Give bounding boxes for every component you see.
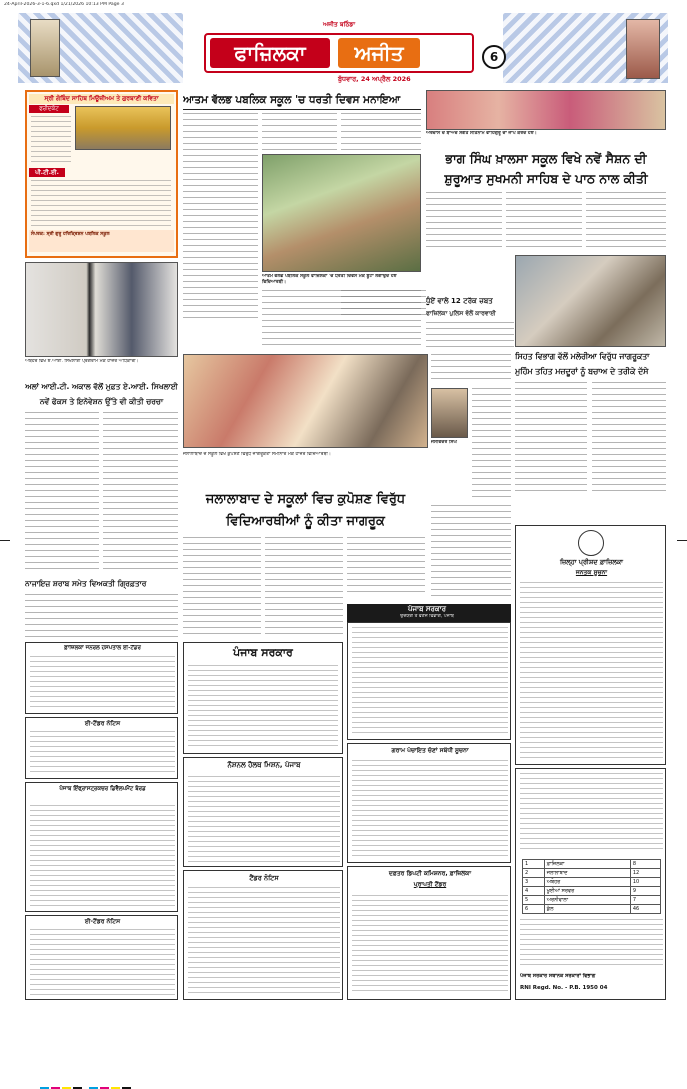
story4-text-top <box>341 290 426 320</box>
story3-headline-1: ਅਲਾਂ ਆਈ.ਟੀ. ਅਕਾਲ ਵੱਲੋਂ ਮੁਫ਼ਤ ਏ.ਆਈ. ਸਿਖਲਾਈ <box>25 382 178 391</box>
tender-ad-5-title: ਨੈਸ਼ਨਲ ਹੈਲਥ ਮਿਸ਼ਨ, ਪੰਜਾਬ <box>227 761 301 769</box>
story5-text-col1 <box>515 382 587 492</box>
color-registration-bar <box>40 1078 340 1086</box>
portrait-caption: ਜਸਵਿੰਦਰ ਸਿੰਘ <box>431 440 457 445</box>
table-cell-val: 9 <box>630 887 660 896</box>
right-notice-body <box>520 582 663 760</box>
tender-ad-8-title: ਦਫ਼ਤਰ ਡਿਪਟੀ ਕਮਿਸ਼ਨਰ, ਫ਼ਾਜ਼ਿਲਕਾ <box>388 870 472 877</box>
story2-headline-2: ਸ਼ੁਰੂਆਤ ਸੁਖਮਨੀ ਸਾਹਿਬ ਦੇ ਪਾਠ ਨਾਲ ਕੀਤੀ <box>444 171 648 186</box>
story6-headline-2: ਵਿਦਿਆਰਥੀਆਂ ਨੂੰ ਕੀਤਾ ਜਾਗਰੂਕ <box>226 514 385 529</box>
table-cell-name: ਅਬੋਹਰ <box>544 878 630 887</box>
tender-ad-6-title: ਟੈਂਡਰ ਨੋਟਿਸ <box>249 874 279 882</box>
results-table <box>522 859 661 914</box>
story1-text-col2 <box>262 113 337 151</box>
punjab-sarkar-ad-2-sub: ਉਦਯੋਗ ਤੇ ਵਣਜ ਵਿਭਾਗ, ਪੰਜਾਬ <box>400 614 454 619</box>
story3-photo <box>25 262 178 357</box>
story1-caption: ਆਤਮ ਵੱਲਭ ਪਬਲਿਕ ਸਕੂਲ ਫਾਜ਼ਿਲਕਾ 'ਚ ਧਰਤੀ ਦਿਵਸ ਮੌਕੇ ਬੂਟਾ ਲਗਾਉਂਦੇ ਹੋਏ ਵਿਦਿਆਰਥੀ। <box>262 274 397 285</box>
punjab-sarkar-ad-2-header <box>347 604 511 622</box>
tender-ad-4-title: ਈ-ਟੈਂਡਰ ਨੋਟਿਸ <box>84 918 121 925</box>
story5-photo <box>515 255 666 347</box>
right-notice-title: ਜ਼ਿਲ੍ਹਾ ਪ੍ਰੀਸ਼ਦ ਫ਼ਾਜ਼ਿਲਕਾ <box>559 558 624 566</box>
story6-text-col3 <box>347 537 425 597</box>
masthead-title-right: ਅਜੀਤ <box>338 38 420 68</box>
story3-text-col1 <box>25 412 99 572</box>
story2-text-col2 <box>506 192 582 252</box>
right-notice <box>515 525 666 765</box>
story4-subhead: ਫਾਜ਼ਿਲਕਾ ਪੁਲਿਸ ਵੱਲੋਂ ਕਾਰਵਾਈ <box>426 310 496 317</box>
story1-text-col1 <box>183 113 258 318</box>
tender-ad-4 <box>25 915 178 1000</box>
heritage-building-image <box>626 19 660 79</box>
tender-ad-7-body <box>352 760 508 860</box>
divider <box>183 109 421 110</box>
tender-ad-6-body <box>188 887 340 997</box>
masthead-title-left: ਫਾਜ਼ਿਲਕਾ <box>210 38 330 68</box>
story6-photo <box>183 354 428 448</box>
footer-notice: ਪੰਜਾਬ ਸਰਕਾਰ ਸਥਾਨਕ ਸਰਕਾਰਾਂ ਵਿਭਾਗ <box>520 973 596 979</box>
story6-text-col2 <box>265 537 343 637</box>
table-row <box>523 905 661 914</box>
ad-sidebar-tag: ਪੀ.ਟੀ.ਈ. <box>29 168 65 177</box>
tender-ad-2-body <box>30 731 175 776</box>
tender-ad-6 <box>183 870 343 1000</box>
story3-subhead: ਨਾਜਾਇਜ਼ ਸ਼ਰਾਬ ਸਮੇਤ ਵਿਅਕਤੀ ਗ੍ਰਿਫ਼ਤਾਰ <box>25 579 147 588</box>
table-row <box>523 878 661 887</box>
story6-headline-1: ਜਲਾਲਾਬਾਦ ਦੇ ਸਕੂਲਾਂ ਵਿਚ ਕੁਪੋਸ਼ਣ ਵਿਰੁੱਧ <box>205 492 406 507</box>
punjab-sarkar-ad-2 <box>347 622 511 740</box>
story3-caption: ਅਬੋਹਰ ਵਿਖੇ ਏ.ਆਈ. ਸਿਖਲਾਈ ਪ੍ਰੋਗਰਾਮ ਮੌਕੇ ਹਾਜ਼ਰ ਅਧਿਕਾਰੀ। <box>25 359 139 364</box>
table-row <box>523 860 661 869</box>
ad-sidebar-subtitle: ਫਰੀਦਕੋਟ <box>29 105 69 113</box>
story2-text-col3 <box>586 192 666 252</box>
ad-sidebar-footer: ਸੰਪਰਕ: ਸ੍ਰੀ ਗੁਰੂ ਹਰਿਕ੍ਰਿਸ਼ਨ ਪਬਲਿਕ ਸਕੂਲ <box>31 232 110 237</box>
tender-ad-4-body <box>30 929 175 997</box>
tender-ad-8 <box>347 866 511 1000</box>
table-cell-name: ਕੁੱਲ <box>544 905 630 914</box>
table-notice-footer-text <box>520 919 663 969</box>
punjab-sarkar-ad-1-body <box>188 665 338 749</box>
ad-sidebar-text <box>31 116 71 166</box>
rni-number: RNI Regd. No. - P.B. 1950 04 <box>520 985 608 991</box>
story6-side-text-2 <box>472 388 511 498</box>
story6-caption: ਜਲਾਲਾਬਾਦ ਦੇ ਸਕੂਲ ਵਿਖੇ ਕੁਪੋਸ਼ਣ ਵਿਰੁੱਧ ਜਾਗਰੂਕਤਾ ਸੈਮੀਨਾਰ ਮੌਕੇ ਹਾਜ਼ਰ ਵਿਦਿਆਰਥੀ। <box>183 452 332 457</box>
table-cell-name: ਅਰਨੀਵਾਲਾ <box>544 896 630 905</box>
table-cell-sr: 6 <box>523 905 545 914</box>
table-cell-sr: 2 <box>523 869 545 878</box>
government-seal-icon <box>578 530 604 556</box>
masthead <box>18 13 668 87</box>
tender-ad-1-body <box>30 656 175 711</box>
portrait-photo <box>431 388 468 438</box>
tender-ad-7 <box>347 743 511 863</box>
tender-ad-3 <box>25 782 178 912</box>
table-cell-sr: 4 <box>523 887 545 896</box>
story2-text-col1 <box>426 192 502 252</box>
story5-text-col2 <box>592 382 666 492</box>
punjab-sarkar-ad-2-title: ਪੰਜਾਬ ਸਰਕਾਰ <box>407 605 446 613</box>
crop-mark <box>677 540 687 541</box>
table-cell-val: 12 <box>630 869 660 878</box>
tender-ad-5 <box>183 757 343 867</box>
story3-text-bottom <box>25 594 178 640</box>
story1-headline: ਆਤਮ ਵੱਲਭ ਪਬਲਿਕ ਸਕੂਲ 'ਚ ਧਰਤੀ ਦਿਵਸ ਮਨਾਇਆ <box>183 94 401 106</box>
story1-text-col3 <box>341 113 421 151</box>
ad-sidebar <box>25 90 178 258</box>
punjab-sarkar-ad-1 <box>183 642 343 754</box>
story4-text <box>426 322 514 352</box>
table-cell-val: 7 <box>630 896 660 905</box>
story5-headline-2: ਮੁਹਿੰਮ ਤਹਿਤ ਮਜ਼ਦੂਰਾਂ ਨੂੰ ਬਚਾਅ ਦੇ ਤਰੀਕੇ ਦੱਸੇ <box>515 367 649 376</box>
tender-ad-7-title: ਗਰਾਮ ਪੰਚਾਇਤ ਚੋਣਾਂ ਸਬੰਧੀ ਸੂਚਨਾ <box>391 747 469 754</box>
story2-headline-1: ਭਾਗ ਸਿੰਘ ਖ਼ਾਲਸਾ ਸਕੂਲ ਵਿਖੇ ਨਵੇਂ ਸੈਸ਼ਨ ਦੀ <box>445 151 647 166</box>
tender-ad-8-body <box>352 895 508 995</box>
table-cell-val: 10 <box>630 878 660 887</box>
masthead-banner <box>204 33 474 73</box>
tender-ad-8-sub: ਪ੍ਰਾਪਤੀ ਟੈਂਡਰ <box>413 881 447 888</box>
table-row <box>523 869 661 878</box>
table-cell-sr: 1 <box>523 860 545 869</box>
table-notice <box>515 768 666 1000</box>
story1-photo <box>262 154 421 272</box>
tender-ad-2 <box>25 717 178 779</box>
tender-ad-1 <box>25 642 178 714</box>
story6-side-text <box>431 354 511 384</box>
table-row <box>523 887 661 896</box>
story2-photo <box>426 90 666 130</box>
ad-sidebar-body <box>31 180 171 226</box>
tender-ad-3-body <box>30 805 175 909</box>
file-slug: 24-April-2026-3-1-6.qxd 1/21/2026 10:13 PM Page 3 <box>4 2 124 7</box>
tender-ad-5-body <box>188 776 340 864</box>
right-notice-subtitle: ਜਨਤਕ ਸੂਚਨਾ <box>575 569 608 576</box>
table-cell-val: 46 <box>630 905 660 914</box>
table-cell-name: ਖੂਈਆਂ ਸਰਵਰ <box>544 887 630 896</box>
crop-mark <box>0 540 10 541</box>
story3-headline-2: ਨਵੇਂ ਫੋਕਸ ਤੇ ਇਨੋਵੇਸ਼ਨ ਉੱਤੇ ਵੀ ਕੀਤੀ ਚਰਚਾ <box>39 397 164 406</box>
table-cell-name: ਜਲਾਲਾਬਾਦ <box>544 869 630 878</box>
story6-text-col1 <box>183 537 261 637</box>
clock-tower-image <box>30 19 60 77</box>
tender-ad-1-title: ਫ਼ਾਜ਼ਿਲਕਾ ਜਨਰਲ ਹਸਪਤਾਲ ਈ-ਟੈਂਡਰ <box>64 645 141 651</box>
masthead-date: ਬੁੱਧਵਾਰ, 24 ਅਪ੍ਰੈਲ 2026 <box>338 75 411 83</box>
story4-headline: ਧੂੰਏਂ ਵਾਲੇ 12 ਟਰੱਕ ਜ਼ਬਤ <box>426 297 493 305</box>
story5-headline-1: ਸਿਹਤ ਵਿਭਾਗ ਵੱਲੋਂ ਮਲੇਰੀਆ ਵਿਰੁੱਧ ਜਾਗਰੂਕਤਾ <box>515 352 650 361</box>
story6-text-col4 <box>431 505 511 600</box>
masthead-edition: ਅਜੀਤ ਬਠਿੰਡਾ <box>323 21 356 28</box>
table-notice-body <box>520 773 663 853</box>
ad-sidebar-footer-box <box>29 230 174 252</box>
golden-temple-image <box>75 106 171 150</box>
table-row <box>523 896 661 905</box>
table-cell-sr: 5 <box>523 896 545 905</box>
table-cell-sr: 3 <box>523 878 545 887</box>
table-cell-val: 8 <box>630 860 660 869</box>
punjab-sarkar-ad-2-body <box>352 627 508 735</box>
table-cell-name: ਫ਼ਾਜ਼ਿਲਕਾ <box>544 860 630 869</box>
page-number: 6 <box>482 45 506 69</box>
tender-ad-2-title: ਈ-ਟੈਂਡਰ ਨੋਟਿਸ <box>84 720 121 727</box>
ad-sidebar-title: ਸ੍ਰੀ ਗੋਬਿੰਦ ਸਾਹਿਬ ਮਿਊਜ਼ੀਅਮ ਤੇ ਗੁਰਬਾਣੀ ਕਵਿਤਾ <box>29 94 174 104</box>
punjab-sarkar-ad-1-title: ਪੰਜਾਬ ਸਰਕਾਰ <box>233 646 293 659</box>
story2-caption: ਅਰਦਾਸ ਦੇ ਬਾਅਦ ਸੰਗਤ ਸਤਿਨਾਮ ਵਾਹਿਗੁਰੂ ਦਾ ਜਾਪ ਕਰਦੇ ਹੋਏ। <box>426 131 537 136</box>
story3-text-col2 <box>103 412 178 572</box>
tender-ad-3-title: ਪੰਜਾਬ ਇੰਫ੍ਰਾਸਟ੍ਰਕਚਰ ਡਿਵੈਲਪਮੈਂਟ ਬੋਰਡ <box>59 786 146 792</box>
